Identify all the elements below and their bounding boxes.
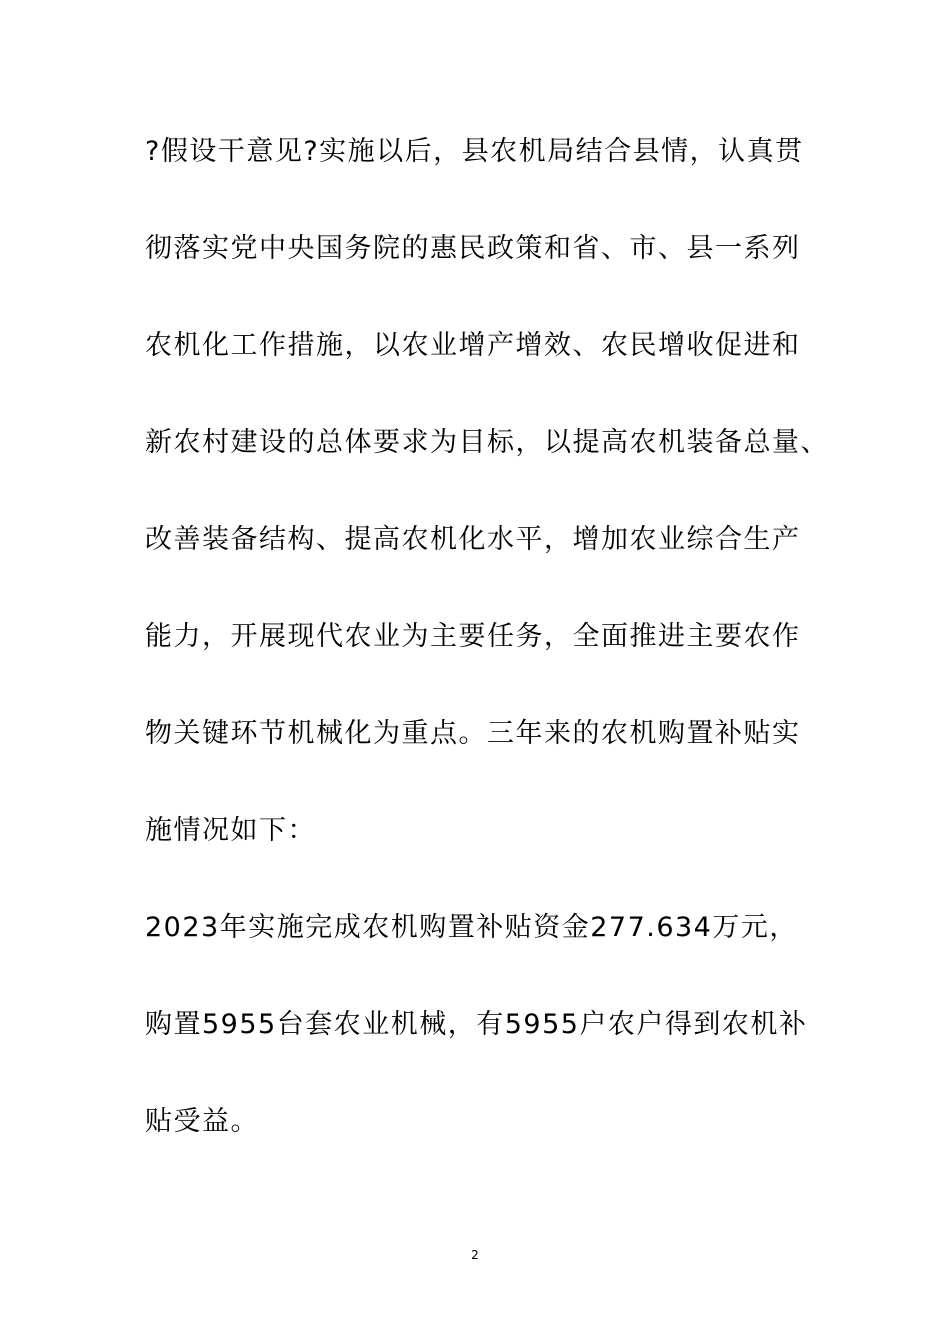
text-line-5: 改善装备结构、提高农机化水平，增加农业综合生产	[145, 524, 801, 555]
text-line-7: 物关键环节机械化为重点。三年来的农机购置补贴实	[145, 718, 801, 749]
page-number: 2	[471, 1248, 479, 1262]
text-line-4: 新农村建设的总体要求为目标，以提高农机装备总量、	[145, 427, 829, 458]
text-line-11: 贴受益。	[145, 1106, 259, 1137]
text-line-10: 购置5955台套农业机械，有5955户农户得到农机补	[145, 1009, 808, 1040]
text-line-1: ?假设干意见?实施以后，县农机局结合县情，认真贯	[145, 136, 804, 167]
text-line-9: 2023年实施完成农机购置补贴资金277.634万元，	[145, 912, 798, 943]
text-line-2: 彻落实党中央国务院的惠民政策和省、市、县一系列	[145, 233, 801, 264]
text-line-6: 能力，开展现代农业为主要任务，全面推进主要农作	[145, 621, 801, 652]
text-line-3: 农机化工作措施，以农业增产增效、农民增收促进和	[145, 330, 801, 361]
text-line-8: 施情况如下：	[145, 815, 316, 846]
